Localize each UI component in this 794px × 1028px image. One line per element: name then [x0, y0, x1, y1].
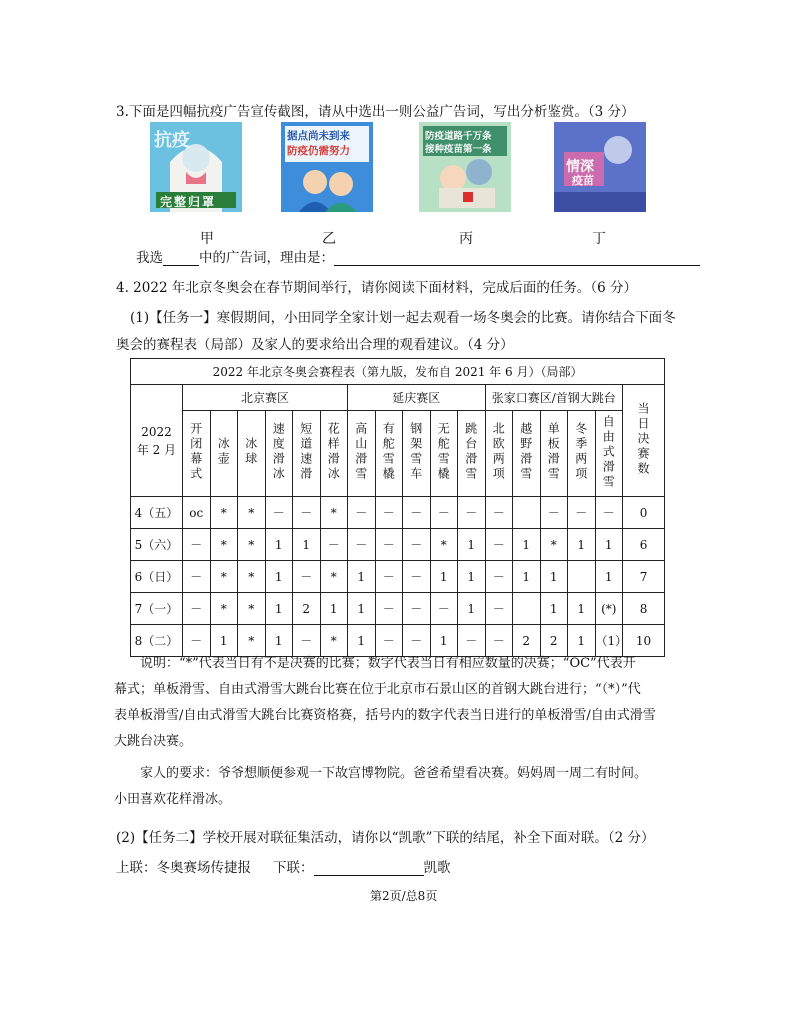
table-cell: 1 — [348, 593, 376, 625]
table-cell: * — [210, 561, 238, 593]
event-header: 北欧两项 — [485, 411, 513, 497]
poster-bing — [419, 122, 511, 212]
table-cell: － — [403, 561, 431, 593]
table-cell: 1 — [458, 529, 486, 561]
event-header-row — [131, 411, 665, 497]
row-date: 6（日） — [131, 561, 183, 593]
event-header: 越野滑雪 — [513, 411, 541, 497]
poster-yi-line2: 防疫仍需努力 — [287, 145, 350, 157]
schedule-body — [131, 497, 665, 657]
couplet-lower-end: 凯歌 — [423, 860, 451, 876]
poster-caption-yi: 乙 — [322, 231, 336, 247]
table-cell: － — [183, 529, 211, 561]
table-cell: － — [485, 529, 513, 561]
table-cell: － — [403, 529, 431, 561]
note-line: 说明：“*”代表当日有不是决赛的比赛；数字代表当日有相应数量的决赛；“OC”代表开 — [140, 656, 636, 671]
table-cell: 2 — [513, 625, 541, 657]
table-cell: － — [485, 625, 513, 657]
table-cell: 1 — [595, 561, 623, 593]
table-cell: 1 — [540, 561, 568, 593]
table-title: 2022 年北京冬奥会赛程表（第九版，发布自 2021 年 6 月）（局部） — [131, 359, 665, 385]
poster-jia-heading: 抗疫 — [154, 130, 190, 151]
row-total: 8 — [623, 593, 665, 625]
table-cell — [513, 497, 541, 529]
schedule-table — [130, 358, 665, 657]
table-cell: 1 — [458, 593, 486, 625]
table-cell: － — [183, 561, 211, 593]
table-row — [131, 497, 665, 529]
table-cell: － — [375, 561, 403, 593]
table-cell: － — [485, 593, 513, 625]
task1-line1: (1)【任务一】寒假期间，小田同学全家计划一起去观看一场冬奥会的比赛。请你结合下面冬 — [130, 310, 676, 326]
table-cell: 1 — [265, 593, 293, 625]
row-date: 5（六） — [131, 529, 183, 561]
table-cell: － — [403, 593, 431, 625]
table-cell: － — [348, 529, 376, 561]
event-header: 有舵雪橇 — [375, 411, 403, 497]
q4-title: 4. 2022 年北京冬奥会在春节期间举行，请你阅读下面材料，完成后面的任务。（6 分） — [116, 280, 637, 296]
table-cell: 1 — [568, 625, 596, 657]
table-cell: － — [458, 497, 486, 529]
table-cell: 1 — [430, 625, 458, 657]
answer-choice-blank[interactable] — [163, 251, 199, 266]
table-cell: * — [320, 561, 348, 593]
table-cell: * — [210, 497, 238, 529]
table-cell: 1 — [265, 561, 293, 593]
table-cell: － — [293, 497, 321, 529]
poster-jia — [150, 122, 242, 212]
zone-beijing: 北京赛区 — [183, 385, 348, 411]
event-header: 高山滑雪 — [348, 411, 376, 497]
table-cell: 2 — [540, 625, 568, 657]
row-total: 7 — [623, 561, 665, 593]
zone-zhangjiakou: 张家口赛区/首钢大跳台 — [485, 385, 623, 411]
note-line: 表单板滑雪/自由式滑雪大跳台比赛资格赛，括号内的数字代表当日进行的单板滑雪/自由式滑雪 — [114, 708, 656, 723]
couplet-line — [116, 856, 451, 876]
answer-reason-blank[interactable] — [334, 251, 700, 266]
table-cell: － — [540, 497, 568, 529]
table-cell — [513, 593, 541, 625]
table-row — [131, 561, 665, 593]
family-line: 家人的要求：爷爷想顺便参观一下故宫博物院。爸爸希望看决赛。妈妈周一周二有时间。 — [140, 766, 648, 781]
table-cell: oc — [183, 497, 211, 529]
table-cell: * — [210, 529, 238, 561]
event-header: 花样滑冰 — [320, 411, 348, 497]
table-cell: * — [238, 497, 266, 529]
table-cell: － — [375, 529, 403, 561]
q3-title: 3.下面是四幅抗疫广告宣传截图，请从中选出一则公益广告词，写出分析鉴赏。（3 分） — [116, 104, 635, 120]
table-cell: * — [430, 529, 458, 561]
header-total: 当日决赛数 — [623, 385, 665, 497]
table-cell: 1 — [265, 529, 293, 561]
table-cell: 1 — [320, 593, 348, 625]
table-cell: － — [458, 625, 486, 657]
table-cell: * — [210, 593, 238, 625]
family-line: 小田喜欢花样滑冰。 — [114, 792, 232, 807]
row-total: 10 — [623, 625, 665, 657]
table-cell: * — [320, 625, 348, 657]
table-cell: － — [485, 561, 513, 593]
table-cell: 1 — [210, 625, 238, 657]
event-header: 速度滑冰 — [265, 411, 293, 497]
event-header: 自由式滑雪 — [595, 411, 623, 497]
table-cell: * — [320, 497, 348, 529]
q3-answer-line — [136, 246, 700, 266]
table-cell: 1 — [568, 593, 596, 625]
table-cell: － — [265, 497, 293, 529]
note-line: 大跳台决赛。 — [114, 734, 193, 749]
event-header: 跳台滑雪 — [458, 411, 486, 497]
table-cell: * — [238, 529, 266, 561]
row-date: 4（五） — [131, 497, 183, 529]
note-line: 幕式；单板滑雪、自由式滑雪大跳台比赛在位于北京市石景山区的首钢大跳台进行；“（*）”代 — [114, 682, 641, 697]
poster-caption-bing: 丙 — [459, 231, 473, 247]
table-row — [131, 529, 665, 561]
table-cell: － — [375, 497, 403, 529]
poster-yi — [281, 122, 373, 212]
table-cell: * — [540, 529, 568, 561]
couplet-lower-blank[interactable] — [314, 861, 424, 876]
task1-line2: 奥会的赛程表（局部）及家人的要求给出合理的观看建议。（4 分） — [116, 337, 514, 353]
table-cell: － — [430, 593, 458, 625]
table-corner: 2022 年 2 月 — [131, 385, 183, 497]
event-header: 冰球 — [238, 411, 266, 497]
table-cell: － — [595, 497, 623, 529]
table-cell: 1 — [513, 529, 541, 561]
table-cell: － — [485, 497, 513, 529]
table-cell: 2 — [293, 593, 321, 625]
table-cell: － — [348, 497, 376, 529]
table-cell: － — [183, 593, 211, 625]
row-total: 6 — [623, 529, 665, 561]
poster-bing-line2: 接种疫苗第一条 — [425, 144, 492, 155]
table-cell: （1） — [595, 625, 623, 657]
poster-ding — [554, 122, 646, 212]
table-cell: 1 — [430, 561, 458, 593]
family-requirements — [114, 761, 680, 813]
table-cell: 1 — [595, 529, 623, 561]
couplet-lower-label: 下联： — [273, 860, 314, 876]
table-cell: － — [183, 625, 211, 657]
table-note — [114, 651, 680, 755]
answer-prefix: 我选 — [136, 250, 163, 266]
event-header: 钢架雪车 — [403, 411, 431, 497]
poster-jia-slogan: 完整归罩 — [160, 195, 217, 209]
zone-yanqing: 延庆赛区 — [348, 385, 486, 411]
page-footer: 第2页/总8页 — [370, 889, 438, 903]
poster-bing-line1: 防疫道路千万条 — [425, 131, 492, 142]
table-cell: － — [293, 625, 321, 657]
couplet-upper: 上联：冬奥赛场传捷报 — [116, 860, 251, 876]
table-cell: 1 — [458, 561, 486, 593]
table-cell: 1 — [348, 625, 376, 657]
table-cell: 1 — [265, 625, 293, 657]
event-header: 短道速滑 — [293, 411, 321, 497]
table-cell: － — [568, 497, 596, 529]
table-cell: * — [238, 625, 266, 657]
table-cell: － — [293, 561, 321, 593]
poster-caption-ding: 丁 — [592, 231, 606, 247]
table-cell: － — [375, 593, 403, 625]
table-cell: 1 — [293, 529, 321, 561]
table-cell: 1 — [540, 593, 568, 625]
table-cell: － — [430, 497, 458, 529]
table-cell: － — [375, 625, 403, 657]
table-cell: 1 — [513, 561, 541, 593]
table-row — [131, 593, 665, 625]
row-date: 7（一） — [131, 593, 183, 625]
answer-mid: 中的广告词，理由是： — [199, 250, 334, 266]
poster-yi-line1: 据点尚未到来 — [287, 130, 350, 142]
row-date: 8（二） — [131, 625, 183, 657]
task2-title: (2)【任务二】学校开展对联征集活动，请你以“凯歌”下联的结尾，补全下面对联。（2 分） — [116, 830, 655, 846]
table-cell: 1 — [568, 529, 596, 561]
event-header: 单板滑雪 — [540, 411, 568, 497]
table-cell: － — [320, 529, 348, 561]
table-cell: (*) — [595, 593, 623, 625]
poster-ding-line2: 疫苗 — [572, 174, 594, 187]
event-header: 无舵雪橇 — [430, 411, 458, 497]
event-header: 冬季两项 — [568, 411, 596, 497]
poster-caption-jia: 甲 — [200, 231, 214, 247]
event-header: 开闭幕式 — [183, 411, 211, 497]
row-total: 0 — [623, 497, 665, 529]
table-cell: － — [403, 625, 431, 657]
event-header: 冰壶 — [210, 411, 238, 497]
table-cell: － — [403, 497, 431, 529]
table-cell: * — [238, 561, 266, 593]
poster-ding-line1: 情深 — [566, 159, 594, 175]
table-cell — [568, 561, 596, 593]
table-cell: * — [238, 593, 266, 625]
table-cell: 1 — [348, 561, 376, 593]
